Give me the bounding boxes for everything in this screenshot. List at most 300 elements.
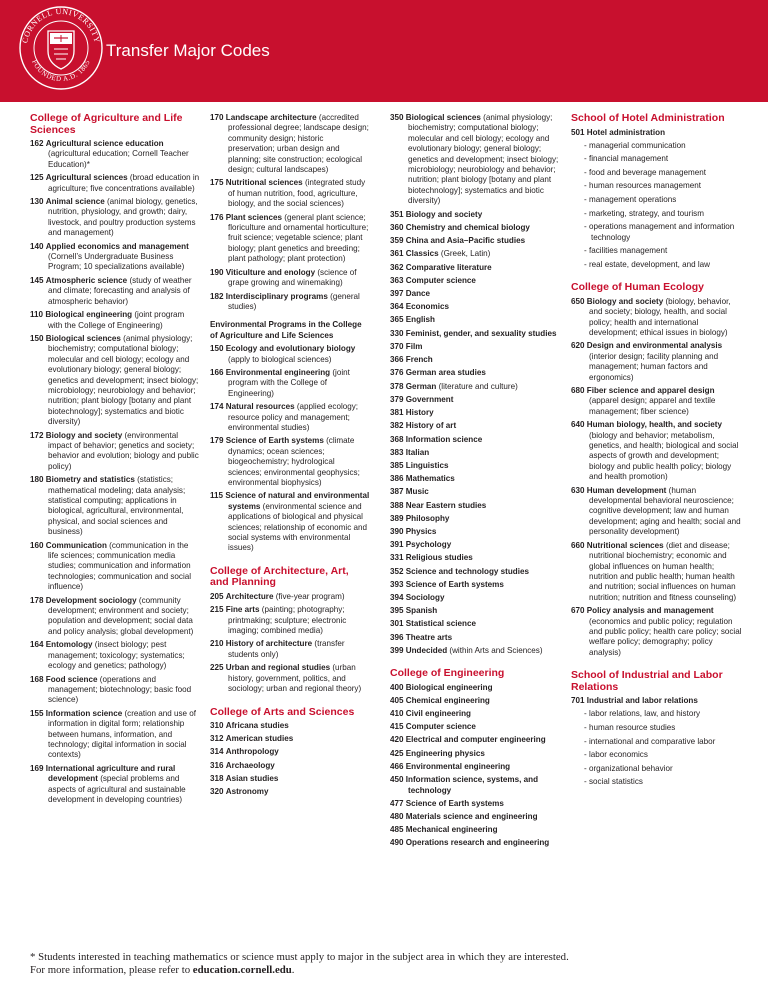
major-entry (390, 329, 560, 339)
major-entry (30, 541, 200, 593)
major-name: Food science (45, 674, 98, 684)
major-entry (571, 386, 743, 417)
major-code: 166 (210, 367, 224, 377)
major-entry (571, 420, 743, 482)
major-description: (urban history, government, politics, and sociology; urban and regional theory) (228, 663, 362, 694)
major-code: 379 (390, 394, 404, 404)
major-code: 391 (390, 540, 404, 550)
concentration-item: - management operations (581, 195, 743, 205)
major-entry (390, 342, 560, 352)
major-code: 366 (390, 355, 404, 365)
major-code: 362 (390, 262, 404, 272)
major-entry (30, 242, 200, 273)
major-description: (broad education in agriculture; five concentrations available) (48, 173, 200, 193)
concentration-item: - international and comparative labor (581, 737, 743, 747)
major-name: French (405, 355, 433, 365)
major-description: (joint program with the College of Engineering) (48, 310, 185, 330)
major-entry (390, 448, 560, 458)
major-entry (210, 734, 370, 744)
major-entry (30, 640, 200, 671)
major-code: 361 (390, 249, 404, 259)
major-entry (390, 276, 560, 286)
major-name: Human development (586, 485, 667, 495)
major-name: Plant sciences (225, 212, 283, 222)
major-code: 393 (390, 579, 404, 589)
major-entry (210, 639, 370, 660)
major-name: Development sociology (45, 595, 137, 605)
major-code: 179 (210, 436, 224, 446)
major-entry (210, 436, 370, 488)
major-entry (390, 619, 560, 629)
major-name: Biological sciences (405, 113, 481, 122)
major-code: 365 (390, 315, 404, 325)
major-entry (210, 178, 370, 209)
major-name: Design and environmental analysis (586, 341, 723, 351)
major-entry (571, 128, 743, 138)
major-name: Fine arts (225, 605, 260, 615)
major-code: 145 (30, 275, 44, 285)
major-entry (390, 527, 560, 537)
major-description: (transfer students only) (228, 639, 345, 659)
major-code: 352 (390, 566, 404, 576)
major-name: English (405, 315, 435, 325)
major-name: Statistical science (405, 619, 476, 629)
major-code: 450 (390, 775, 404, 785)
major-code: 318 (210, 773, 224, 783)
major-description: (five-year program) (275, 591, 345, 601)
major-description: (biology and behavior; metabolism, genetics, and health; biological and social aspects of growth and development; biology and public health policy; biology and health promotion) (589, 430, 739, 482)
major-name: Near Eastern studies (405, 500, 487, 510)
section-title: College of Agriculture and Life Sciences (30, 112, 183, 136)
major-description: (biology, behavior, and society; biology, health, and social policy; health and international development; ethical issues in biology) (589, 296, 731, 337)
major-name: Information science, systems, and technology (405, 775, 539, 795)
major-code: 396 (390, 632, 404, 642)
major-entry (390, 735, 560, 745)
major-entry (390, 302, 560, 312)
major-name: History of art (405, 421, 457, 431)
major-description: (insect biology; pest management; toxicology; systematics; ecology and genetics; pathology) (48, 640, 185, 671)
major-entry (210, 292, 370, 313)
major-entry (30, 709, 200, 761)
major-code: 387 (390, 487, 404, 497)
major-name: Human biology, health, and society (586, 420, 722, 430)
major-code: 701 (571, 696, 585, 706)
major-code: 680 (571, 386, 585, 396)
major-entry (30, 139, 200, 170)
major-entry (571, 341, 743, 383)
program-section (571, 113, 743, 270)
major-description: (study of weather and climate; forecasting and analysis of atmospheric behavior) (48, 275, 192, 306)
major-description: (human developmental behavioral neuroscience; cognitive development; law and human development; aging and health; social and personality development) (589, 485, 741, 537)
major-code: 316 (210, 760, 224, 770)
major-description: (within Arts and Sciences) (449, 645, 543, 655)
major-code: 630 (571, 485, 585, 495)
major-entry (210, 268, 370, 289)
major-code: 480 (390, 811, 404, 821)
major-description: (applied ecology; resource policy and management; environmental studies) (228, 402, 359, 432)
concentration-item: - human resource studies (581, 723, 743, 733)
major-code: 640 (571, 420, 585, 430)
major-name: Biological engineering (45, 310, 133, 320)
major-code: 420 (390, 735, 404, 745)
major-name: Archaeology (225, 760, 275, 770)
major-code: 168 (30, 674, 44, 684)
major-code: 405 (390, 695, 404, 705)
major-code: 383 (390, 447, 404, 457)
concentration-item: - organizational behavior (581, 764, 743, 774)
column-3 (390, 113, 560, 852)
major-code: 364 (390, 302, 404, 312)
major-code: 382 (390, 421, 404, 431)
major-description: (environmental science and applications of biological and physical sciences; relationship of economic and social systems with environmental issues) (228, 501, 368, 553)
major-name: Music (405, 487, 429, 497)
major-code: 215 (210, 605, 224, 615)
major-code: 477 (390, 798, 404, 808)
program-section (210, 320, 370, 554)
major-code: 130 (30, 197, 44, 207)
major-name: Environmental engineering (225, 367, 331, 377)
major-code: 389 (390, 513, 404, 523)
major-entry (390, 633, 560, 643)
major-name: Atmospheric science (45, 275, 128, 285)
concentration-item: - food and beverage management (581, 168, 743, 178)
major-code: 312 (210, 734, 224, 744)
major-entry (210, 344, 370, 365)
major-entry (390, 435, 560, 445)
major-code: 205 (210, 591, 224, 601)
major-entry (210, 761, 370, 771)
major-name: Economics (405, 302, 449, 312)
major-entry (30, 276, 200, 307)
major-code: 501 (571, 127, 585, 137)
program-section (30, 113, 200, 805)
major-entry (390, 315, 560, 325)
major-code: 160 (30, 540, 44, 550)
major-code: 400 (390, 682, 404, 692)
major-entry (210, 491, 370, 553)
major-name: Nutritional sciences (586, 540, 664, 550)
major-code: 314 (210, 747, 224, 757)
concentration-item: - managerial communication (581, 141, 743, 151)
major-entry (390, 421, 560, 431)
major-entry (571, 696, 743, 706)
major-description: (painting; photography; printmaking; sculpture; electronic imaging; combined media) (228, 605, 347, 636)
major-name: Ecology and evolutionary biology (225, 344, 356, 354)
major-code: 330 (390, 328, 404, 338)
major-code: 190 (210, 267, 224, 277)
major-name: Government (405, 394, 454, 404)
major-description: (agricultural education; Cornell Teacher Education)* (48, 149, 189, 169)
column-1 (30, 113, 200, 808)
major-code: 360 (390, 222, 404, 232)
concentration-item: - marketing, strategy, and tourism (581, 209, 743, 219)
major-entry (390, 501, 560, 511)
major-code: 310 (210, 721, 224, 730)
major-code: 370 (390, 341, 404, 351)
major-name: Nutritional sciences (225, 178, 303, 188)
major-entry (390, 775, 560, 796)
major-code: 378 (390, 381, 404, 391)
major-description: (general studies) (228, 291, 360, 311)
major-entry (571, 606, 743, 658)
major-code: 397 (390, 289, 404, 299)
major-description: (science of grape growing and winemaking) (228, 267, 357, 288)
major-description: (Cornell’s Undergraduate Business Program; 10 specializations available) (48, 252, 185, 272)
info-suffix: . (291, 964, 295, 976)
section-title: College of Architecture, Art, and Planning (210, 564, 349, 589)
major-name: Biology and society (586, 296, 664, 306)
program-section (571, 670, 743, 788)
major-name: Applied economics and management (45, 241, 189, 251)
major-code: 225 (210, 663, 224, 673)
major-name: History of architecture (225, 639, 313, 649)
major-description: (animal physiology; biochemistry; computational biology; molecular and cell biology; ecology and evolutionary biology; general biology; genetics and development; insect biology; microbiology; neurobiology and behavior; nutrition; plant biology [botany and plant biotechnology]; systematics and biotic diversity) (48, 333, 199, 427)
major-code: 415 (390, 722, 404, 732)
major-name: Dance (405, 289, 431, 299)
major-code: 170 (210, 113, 224, 122)
major-name: Agricultural sciences (45, 173, 128, 183)
major-name: Science of natural and environmental systems (225, 491, 370, 511)
major-code: 660 (571, 540, 585, 550)
major-code: 425 (390, 748, 404, 758)
major-name: Biology and society (405, 209, 483, 219)
major-code: 210 (210, 639, 224, 649)
education-url-link[interactable]: education.cornell.edu (192, 964, 292, 976)
major-entry (30, 310, 200, 331)
major-code: 410 (390, 709, 404, 719)
major-code: 174 (210, 402, 224, 412)
major-name: Hotel administration (586, 127, 666, 137)
concentration-item: - facilities management (581, 246, 743, 256)
major-code: 395 (390, 606, 404, 616)
major-description: (accredited professional degree; landscape design; community design; historic preservation; urban design and planning; site construction; ecological design; cultural landscapes) (228, 113, 369, 175)
major-name: American studies (225, 734, 294, 744)
section-title: School of Hotel Administration (571, 112, 725, 124)
concentration-item: - financial management (581, 154, 743, 164)
major-entry (390, 825, 560, 835)
major-entry (390, 368, 560, 378)
major-entry (210, 721, 370, 731)
major-code: 350 (390, 113, 404, 122)
major-entry (210, 368, 370, 399)
cornell-seal-logo (18, 5, 104, 91)
major-name: Engineering physics (405, 748, 485, 758)
major-code: 363 (390, 275, 404, 285)
major-name: Science of Earth systems (405, 579, 504, 589)
major-name: Anthropology (225, 747, 279, 757)
major-name: Feminist, gender, and sexuality studies (405, 328, 557, 338)
major-entry (390, 553, 560, 563)
info-prefix: For more information, please refer to (30, 964, 193, 976)
program-section (210, 566, 370, 695)
major-description: (creation and use of information in digital form; relationship between humans, information, and technology; digital information in social contexts) (48, 708, 197, 760)
major-entry (390, 249, 560, 259)
major-name: Undecided (405, 645, 448, 655)
major-name: Natural resources (225, 402, 295, 412)
major-code: 176 (210, 212, 224, 222)
major-code: 376 (390, 368, 404, 378)
major-name: Classics (405, 249, 439, 259)
major-name: Linguistics (405, 460, 449, 470)
major-name: Theatre arts (405, 632, 453, 642)
major-code: 399 (390, 645, 404, 655)
major-name: Chemistry and chemical biology (405, 222, 530, 232)
major-name: Sociology (405, 592, 445, 602)
major-description: (animal physiology; biochemistry; computational biology; molecular and cell biology; ecology and evolutionary biology; general biology; genetics and development; insect biology; microbiology; neurobiology and behavior; nutrition; plant biology [botany and plant biotechnology]; systematics and biotic diversity) (408, 113, 559, 206)
major-entry (390, 514, 560, 524)
concentration-item: - labor relations, law, and history (581, 709, 743, 719)
major-description: (diet and disease; nutritional biochemistry; economic and global influences on human health; nutrition and public health; human health and nutrition; social influences on human nutrition; nutrition and fitness counseling) (589, 540, 737, 602)
major-name: Operations research and engineering (405, 838, 550, 848)
major-code: 125 (30, 173, 44, 183)
major-name: Science and technology studies (405, 566, 530, 576)
major-entry (571, 486, 743, 538)
major-name: Information science (405, 434, 483, 444)
major-code: 351 (390, 209, 404, 219)
concentration-list (581, 709, 743, 787)
major-code: 670 (571, 606, 585, 616)
major-entry (571, 297, 743, 339)
major-description: (interior design; facility planning and management; human factors and ergonomics) (589, 351, 719, 382)
major-code: 490 (390, 838, 404, 848)
major-name: Physics (405, 526, 437, 536)
concentration-item: - operations management and information technology (581, 222, 743, 243)
program-section (390, 113, 560, 656)
major-entry (390, 223, 560, 233)
major-name: Biology and society (45, 430, 123, 440)
major-entry (390, 289, 560, 299)
section-title: College of Arts and Sciences (210, 705, 355, 718)
major-code: 381 (390, 408, 404, 418)
major-code: 301 (390, 619, 404, 629)
major-name: Astronomy (225, 787, 269, 797)
major-name: Computer science (405, 275, 476, 285)
page-title: Transfer Major Codes (106, 41, 270, 60)
major-name: Biological sciences (45, 333, 121, 343)
svg-text:CORNELL UNIVERSITY: CORNELL UNIVERSITY (20, 6, 102, 44)
major-entry (30, 764, 200, 806)
major-entry (210, 787, 370, 797)
major-entry (390, 580, 560, 590)
major-entry (390, 355, 560, 365)
major-name: Mathematics (405, 474, 455, 484)
major-entry (390, 382, 560, 392)
major-entry (390, 408, 560, 418)
major-code: 388 (390, 500, 404, 510)
major-description: (apply to biological sciences) (228, 354, 332, 364)
major-name: Architecture (225, 591, 274, 601)
major-entry (390, 487, 560, 497)
major-code: 386 (390, 474, 404, 484)
program-section (390, 668, 560, 849)
major-name: Computer science (405, 722, 476, 732)
major-description: (special problems and aspects of agricultural and sustainable development in developing countries) (48, 774, 186, 804)
major-description: (operations and management; biotechnology; basic food science) (48, 674, 192, 705)
major-entry (30, 197, 200, 239)
major-entry (390, 749, 560, 759)
major-name: Biometry and statistics (45, 475, 135, 485)
footer-note (30, 951, 750, 977)
major-description: (general plant science; floriculture and ornamental horticulture; fruit science; vegetable science; plant biology; plant genetics and breeding; plant pathology; plant protection) (228, 212, 369, 264)
program-section (571, 282, 743, 658)
info-line (30, 964, 750, 977)
page-header (0, 0, 768, 102)
major-code: 359 (390, 236, 404, 246)
major-entry (210, 747, 370, 757)
major-code: 110 (30, 310, 44, 320)
major-description: (Greek, Latin) (440, 249, 491, 259)
major-name: Psychology (405, 540, 452, 550)
major-code: 175 (210, 178, 224, 188)
major-code: 394 (390, 592, 404, 602)
major-name: Urban and regional studies (225, 663, 331, 673)
major-code: 164 (30, 640, 44, 650)
major-name: Africana studies (225, 721, 289, 730)
major-name: Chemical engineering (405, 695, 490, 705)
concentration-item: - human resources management (581, 181, 743, 191)
major-entry (30, 596, 200, 638)
major-name: Spanish (405, 606, 438, 616)
major-description: (climate dynamics; ocean sciences; biogeochemistry; hydrological sciences; environmental geophysics; environmental biophysics) (228, 436, 360, 487)
major-entry (390, 709, 560, 719)
major-description: (communication in the life sciences; communication media studies; communication and information technologies; communication and social influence) (48, 540, 192, 592)
major-name: Civil engineering (405, 709, 471, 719)
major-code: 320 (210, 787, 224, 797)
major-code: 485 (390, 825, 404, 835)
major-code: 385 (390, 460, 404, 470)
major-name: Comparative literature (405, 262, 492, 272)
major-name: Electrical and computer engineering (405, 735, 546, 745)
major-entry (390, 113, 560, 207)
concentration-item: - labor economics (581, 750, 743, 760)
major-code: 331 (390, 553, 404, 563)
major-entry (30, 475, 200, 537)
major-description: (literature and culture) (438, 381, 518, 391)
major-name: Interdisciplinary programs (225, 291, 328, 301)
major-entry (390, 593, 560, 603)
major-code: 150 (210, 344, 224, 354)
major-code: 115 (210, 491, 224, 501)
program-section (210, 113, 370, 312)
major-name: Landscape architecture (225, 113, 317, 122)
major-description: (economics and public policy; regulation and public policy; health care policy; social welfare policy; demography; policy analysis) (589, 616, 742, 657)
major-name: Animal science (45, 197, 105, 207)
major-code: 182 (210, 291, 224, 301)
major-name: Science of Earth systems (405, 798, 504, 808)
major-entry (390, 799, 560, 809)
major-entry (30, 173, 200, 194)
major-name: Philosophy (405, 513, 450, 523)
major-entry (210, 663, 370, 694)
major-code: 650 (571, 296, 585, 306)
program-section (210, 707, 370, 798)
major-entry (210, 774, 370, 784)
major-description: (integrated study of human nutrition, food, agriculture, biology, and the social sciences) (228, 178, 366, 209)
major-entry (390, 236, 560, 246)
major-name: Environmental engineering (405, 761, 511, 771)
major-name: Communication (45, 540, 107, 550)
major-name: Fiber science and apparel design (586, 386, 715, 396)
major-entry (30, 334, 200, 428)
concentration-list (581, 141, 743, 271)
major-description: (apparel design; apparel and textile management; fiber science) (589, 396, 716, 416)
major-name: Policy analysis and management (586, 606, 714, 616)
major-entry (30, 675, 200, 706)
major-code: 150 (30, 333, 44, 343)
major-code: 172 (30, 430, 44, 440)
concentration-item: - social statistics (581, 777, 743, 787)
concentration-item: - real estate, development, and law (581, 260, 743, 270)
